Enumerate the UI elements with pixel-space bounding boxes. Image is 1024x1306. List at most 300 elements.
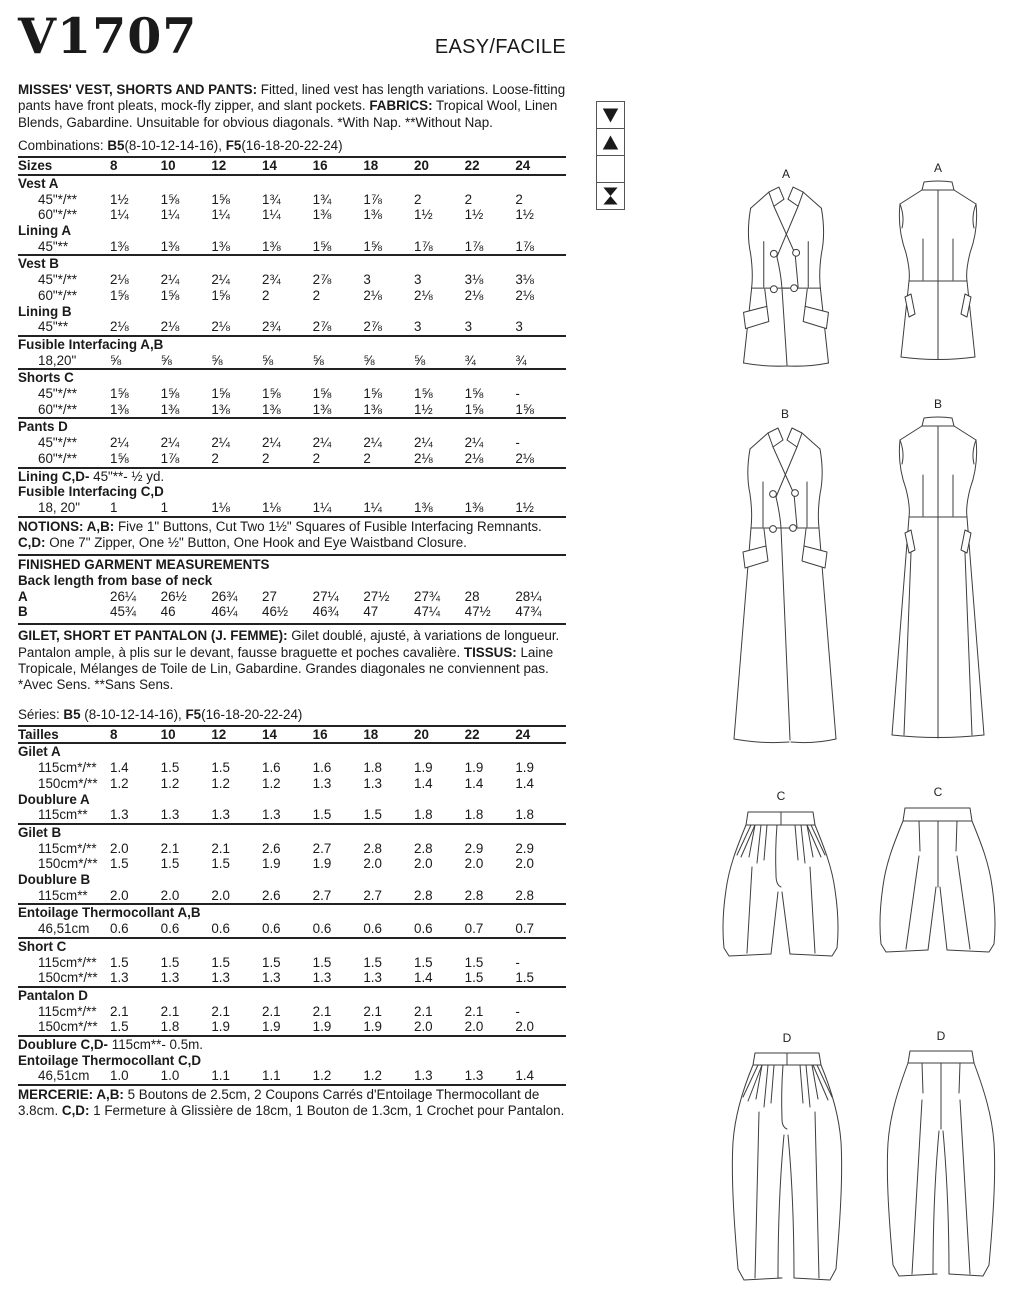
yardage-value: 1.9 [211,1019,230,1035]
notions-en [18,518,566,556]
yardage-value: 2.0 [414,856,433,872]
yardage-row [18,272,566,288]
yardage-row [18,500,566,516]
yardage-block [18,368,566,417]
yardage-value: 1.3 [160,807,180,823]
vest-b-back-figure [886,398,990,743]
view-label-c-back: C [933,785,943,799]
yardage-value: 1.5 [312,954,332,970]
size-column-header: 10 [160,726,176,742]
yardage-value: 2.0 [515,1019,534,1035]
yardage-value: 1¼ [110,207,129,223]
yardage-note-row [18,469,566,485]
series-f5: F5 [185,706,202,722]
yardage-row [18,921,566,937]
yardage-value: 1.6 [312,760,332,776]
yardage-value: 2¼ [262,435,281,451]
yardage-section-heading: Shorts C [18,370,74,386]
yardage-value: 2⅛ [363,287,382,303]
yardage-block [18,417,566,466]
combinations-label: Combinations: [18,138,108,154]
yardage-value: 1.5 [110,1019,129,1035]
yardage-value: 1⅝ [160,287,180,303]
yardage-value: 2.0 [110,840,129,856]
yardage-value: ¾ [464,352,476,368]
yardage-value: 1⅜ [363,401,382,417]
yardage-value: 1⅝ [363,386,382,402]
yardage-value: 1.3 [363,970,382,986]
finished-value: 27¼ [312,588,339,604]
yardage-value: ⅝ [262,352,274,368]
yardage-value: 2¼ [160,435,180,451]
yardage-value: 1 [110,499,118,515]
yardage-value: ⅝ [110,352,122,368]
notions-cd-text: One 7" Zipper, One ½" Button, One Hook and Eye Waistband Closure. [45,534,467,550]
yardage-value: 1½ [515,499,534,515]
yardage-value: 1.6 [262,760,281,776]
yardage-value: 1⅜ [160,238,180,254]
yardage-value: 2.8 [414,887,433,903]
yardage-row-label: 150cm*/** [38,856,98,872]
yardage-value: 1.3 [262,970,281,986]
yardage-value: 1.5 [464,954,484,970]
yardage-row-label: 46,51cm [38,921,90,937]
yardage-value: 1⅜ [110,401,129,417]
yardage-row [18,1004,566,1020]
yardage-value: 1.5 [515,970,534,986]
yardage-value: 1.5 [312,807,332,823]
yardage-section-heading: Fusible Interfacing A,B [18,336,164,352]
yardage-row-label: 45"*/** [38,386,78,402]
finished-value: 47 [363,604,379,620]
yardage-value: 1½ [464,207,484,223]
yardage-row [18,288,566,304]
description-fr-text: Gilet doublé, ajusté, à variations de longueur. Pantalon ample, à plis sur le devant, fausse braguette et poches cavalière. [18,628,560,660]
yardage-value: 2.7 [312,887,332,903]
yardage-row [18,435,566,451]
yardage-value: 1.5 [110,856,129,872]
notions-label: NOTIONS: A,B: [18,518,115,534]
yardage-value: 1⅜ [262,401,281,417]
yardage-value: 2⅛ [110,272,129,288]
yardage-value: 1.9 [515,760,534,776]
yardage-row [18,207,566,223]
yardage-value: 1.2 [363,1068,382,1084]
finished-measurement-row [18,589,566,605]
yardage-row [18,319,566,335]
yardage-value: 1¼ [363,499,382,515]
yardage-value: 1.4 [515,775,534,791]
yardage-value: - [515,1003,520,1019]
shorts-c-back-drawing [875,801,1001,961]
yardage-value: 1.0 [110,1068,129,1084]
finished-garment-measurements [18,556,566,625]
yardage-value: 1.1 [211,1068,230,1084]
yardage-value: 1.5 [211,954,230,970]
yardage-value: 1.9 [414,760,433,776]
yardage-block [18,742,566,823]
yardage-block [18,335,566,368]
view-label-a-back: A [933,161,942,175]
yardage-value: 2 [414,191,422,207]
yardage-row [18,1068,566,1084]
finished-value: 47¼ [414,604,441,620]
description-en-text: Fitted, lined vest has length variations. Loose-fitting pants have front pleats, mock-fly zipper, and slant pockets. [18,82,566,114]
hourglass-icon [596,182,625,210]
yardage-row-label: 115cm*/** [38,840,97,856]
yardage-value: 1⅞ [515,238,534,254]
yardage-value: 1.3 [464,1068,484,1084]
yardage-value: 2.0 [414,1019,433,1035]
size-column-header: 12 [211,158,227,174]
combo-b5-sizes: (8-10-12-14-16), [124,138,226,154]
finished-measurement-row [18,604,566,620]
yardage-row [18,1019,566,1035]
yardage-block [18,823,566,904]
yardage-row [18,386,566,402]
yardage-value: 1⅜ [211,401,230,417]
yardage-value: 1.2 [312,1068,332,1084]
vest-a-back-drawing [888,177,988,363]
combo-f5-sizes: (16-18-20-22-24) [241,138,343,154]
yardage-value: 2.0 [464,1019,484,1035]
yardage-value: 1⅝ [312,386,332,402]
yardage-value: 1.3 [312,970,332,986]
yardage-value: 1⅝ [464,386,484,402]
pants-d-back-drawing [876,1045,1006,1288]
nap-symbol-strip [596,101,625,210]
yardage-value: 1⅜ [414,499,433,515]
yardage-value: 1.4 [464,775,484,791]
yardage-value: 2 [312,450,321,466]
yardage-value: 0.6 [211,921,230,937]
yardage-value: 2 [262,287,270,303]
size-column-header: 14 [262,158,277,174]
finished-value: 28 [464,588,480,604]
yardage-value: 1⅜ [464,499,484,515]
finished-value: 46¾ [312,604,339,620]
yardage-section-heading: Doublure A [18,791,90,807]
yardage-value: 1⅝ [110,386,129,402]
yardage-value: 1½ [414,401,433,417]
yardage-value: 2.1 [211,840,230,856]
yardage-value: 1⅜ [312,207,332,223]
yardage-value: 1.9 [464,760,484,776]
combo-b5: B5 [107,138,125,154]
finished-row-label: A [18,588,28,604]
size-column-header: 16 [312,158,328,174]
size-column-header: 8 [110,158,118,174]
blank-cell [596,155,625,183]
description-fr-title: GILET, SHORT ET PANTALON (J. FEMME): [18,628,288,644]
yardage-value: 1⅝ [262,386,281,402]
up-triangle-icon [596,128,625,156]
yardage-value: 2.1 [414,1003,433,1019]
yardage-row [18,807,566,823]
yardage-value: 1⅝ [414,386,433,402]
yardage-row-label: 46,51cm [38,1068,90,1084]
vest-b-front-drawing [726,423,844,745]
yardage-value: 2 [312,287,321,303]
mercerie-ab-text: 5 Boutons de 2.5cm, 2 Coupons Carrés d'Entoilage Thermocollant de 3.8cm. [18,1087,540,1119]
finished-value: 46½ [262,604,289,620]
yardage-value: 2.7 [363,887,382,903]
yardage-value: 1 [160,499,169,515]
yardage-row [18,841,566,857]
yardage-value: 1.2 [110,775,129,791]
description-en [18,82,566,131]
yardage-value: 1¾ [262,191,281,207]
yardage-row-label: 60"*/** [38,450,78,466]
yardage-value: 3 [464,319,473,335]
size-header-row [18,727,566,743]
yardage-value: 1¾ [312,191,332,207]
yardage-value: 2⅛ [515,450,534,466]
yardage-value: 2 [515,191,523,207]
yardage-value: 1⅞ [464,238,484,254]
view-label-b-back: B [933,397,942,411]
view-label-b-front: B [780,407,789,421]
yardage-row-label: 150cm*/** [38,970,98,986]
yardage-value: 2⅛ [110,319,129,335]
size-column-header: 22 [464,726,480,742]
yardage-value: 1⅞ [363,191,382,207]
tissus-text: Laine Tropicale, Mélanges de Toile de Lin, Gabardine. Grandes diagonales ne conviennent pas. *Avec Sens. **Sans Sens. [18,644,554,693]
series-label: Séries: [18,706,64,722]
shorts-c-front-drawing [718,805,844,967]
pattern-number: V1707 [18,7,198,65]
yardage-value: 2.1 [262,1003,281,1019]
yardage-value: 1.3 [110,970,129,986]
yardage-value: 2 [262,450,270,466]
yardage-value: ⅝ [414,352,426,368]
yardage-value: 1⅜ [363,207,382,223]
yardage-row [18,888,566,904]
yardage-value: - [515,954,520,970]
size-column-header: 24 [515,158,531,174]
yardage-value: 1.8 [414,807,433,823]
yardage-value: 1⅜ [160,401,180,417]
yardage-value: 1⅝ [160,386,180,402]
yardage-value: 2¼ [110,435,129,451]
description-en-title: MISSES' VEST, SHORTS AND PANTS: [18,82,258,97]
yardage-value: 2¼ [414,435,433,451]
yardage-row [18,192,566,208]
combo-f5: F5 [225,138,242,154]
finished-value: 26¼ [110,588,137,604]
yardage-row [18,239,566,255]
yardage-value: 1.5 [414,954,433,970]
yardage-value: 3⅛ [464,272,484,288]
yardage-row-label: 45"*/** [38,435,78,451]
yardage-row-label: 115cm*/** [38,760,97,776]
yardage-value: 2⅛ [464,287,484,303]
yardage-value: 3 [515,319,523,335]
yardage-value: 1¼ [312,499,332,515]
yardage-value: 0.6 [312,921,332,937]
yardage-value: 1⅝ [211,191,230,207]
yardage-section-heading: Pants D [18,419,68,435]
tissus-label: TISSUS: [463,644,517,660]
finished-value: 45¾ [110,604,137,620]
yardage-row [18,760,566,776]
yardage-block [18,986,566,1035]
yardage-section-heading: Fusible Interfacing C,D [18,484,164,500]
yardage-value: 1.4 [414,970,433,986]
yardage-value: 1⅝ [515,401,534,417]
text-column [18,0,566,1119]
vest-b-back-drawing [886,413,990,743]
yardage-value: 1.9 [262,1019,281,1035]
yardage-value: 2⅛ [414,450,433,466]
description-fr [18,628,566,694]
yardage-value: 2¾ [262,272,281,288]
yardage-note-bold: Lining C,D- [18,468,90,484]
yardage-row-label: 45"*/** [38,191,78,207]
size-column-header: 18 [363,726,379,742]
yardage-section-heading: Short C [18,938,67,954]
yardage-value: 2.8 [414,840,433,856]
yardage-value: 0.6 [110,921,129,937]
yardage-value: 1⅝ [312,238,332,254]
yardage-section-heading: Gilet B [18,824,62,840]
yardage-value: 1.3 [262,807,281,823]
size-column-header: 22 [464,158,480,174]
yardage-table-en [18,156,566,517]
yardage-value: 2.0 [211,887,230,903]
shorts-c-front-figure [718,790,844,967]
yardage-value: 1½ [414,207,433,223]
notions-ab-text: Five 1" Buttons, Cut Two 1½" Squares of Fusible Interfacing Remnants. [114,518,542,534]
size-header-label: Tailles [18,726,59,742]
yardage-row-label: 115cm** [38,887,88,903]
size-column-header: 16 [312,726,328,742]
yardage-value: 3 [414,319,422,335]
finished-row-label: B [18,604,28,620]
yardage-value: 1½ [110,191,129,207]
yardage-row [18,970,566,986]
size-column-header: 12 [211,726,227,742]
fabrics-text: Tropical Wool, Linen Blends, Gabardine. Unsuitable for obvious diagonals. *With Nap. **Without Nap. [18,98,558,130]
yardage-section-heading: Lining A [18,223,72,239]
yardage-section-heading: Doublure B [18,872,91,888]
yardage-block [18,174,566,255]
down-triangle-icon [596,101,625,129]
yardage-value: 0.6 [363,921,382,937]
yardage-value: 1.5 [363,807,382,823]
yardage-row-label: 115cm*/** [38,1003,97,1019]
vest-a-front-drawing [734,183,838,367]
yardage-note-bold: Doublure C,D- [18,1037,109,1053]
yardage-section-heading: Gilet A [18,744,61,760]
yardage-value: 2.9 [515,840,534,856]
combinations-en [18,138,566,156]
yardage-value: 2¾ [262,319,281,335]
mercerie-fr [18,1087,566,1119]
yardage-value: 2¼ [464,435,484,451]
yardage-value: 1.3 [363,775,382,791]
view-label-a-front: A [781,167,790,181]
yardage-value: 2⅛ [160,319,180,335]
yardage-value: 1.9 [312,1019,332,1035]
yardage-value: 1.3 [110,807,129,823]
yardage-note-row [18,1037,566,1053]
yardage-value: 1⅛ [211,499,230,515]
yardage-value: ⅝ [160,352,172,368]
yardage-value: 1⅜ [110,238,129,254]
yardage-row-label: 150cm*/** [38,1019,98,1035]
finished-value: 26½ [160,588,187,604]
vest-b-front-figure [726,408,844,745]
fabrics-label: FABRICS: [369,98,433,114]
yardage-section-heading: Entoilage Thermocollant C,D [18,1052,202,1068]
yardage-value: 2.1 [312,1003,332,1019]
yardage-value: 0.6 [262,921,281,937]
yardage-value: 1.2 [160,775,180,791]
vest-a-front-figure [734,168,838,367]
yardage-value: 2¼ [211,435,230,451]
yardage-row-label: 45"** [38,319,69,335]
finished-value: 46 [160,604,176,620]
yardage-value: 1⅝ [160,191,180,207]
yardage-row-label: 60"*/** [38,287,78,303]
yardage-value: 1.0 [160,1068,180,1084]
yardage-value: 1⅝ [110,287,129,303]
yardage-value: 1.3 [312,775,332,791]
size-column-header: 14 [262,726,277,742]
yardage-value: 2.1 [160,1003,180,1019]
finished-value: 47½ [464,604,491,620]
yardage-value: 1.5 [160,954,180,970]
yardage-section-heading: Vest A [18,175,59,191]
yardage-value: ¾ [515,352,527,368]
yardage-value: 2⅛ [414,287,433,303]
yardage-value: 1⅛ [262,499,281,515]
yardage-value: 3 [414,272,422,288]
yardage-value: 1.5 [160,856,180,872]
yardage-value: 2.7 [312,840,332,856]
yardage-value: 1⅜ [211,238,230,254]
yardage-value: 0.6 [414,921,433,937]
yardage-value: 3 [363,272,371,288]
yardage-value: 1⅜ [312,401,332,417]
yardage-value: 1.5 [464,970,484,986]
yardage-row-label: 45"*/** [38,272,78,288]
yardage-row-label: 150cm*/** [38,775,98,791]
yardage-row [18,353,566,369]
yardage-value: 1.9 [262,856,281,872]
yardage-value: 0.7 [515,921,534,937]
pants-d-front-figure [722,1032,852,1292]
series-b5: B5 [63,706,81,722]
yardage-value: 1.3 [211,970,230,986]
yardage-value: 1⅞ [160,450,180,466]
finished-value: 27¾ [414,588,441,604]
yardage-value: 1.2 [262,775,281,791]
yardage-value: 2⅞ [312,319,332,335]
yardage-value: 1.4 [110,760,129,776]
yardage-row [18,955,566,971]
yardage-value: 2.8 [464,887,484,903]
yardage-value: 2⅛ [211,319,230,335]
size-column-header: 10 [160,158,176,174]
yardage-value: 2.6 [262,887,281,903]
yardage-row-label: 60"*/** [38,401,78,417]
yardage-block [18,467,566,516]
yardage-value: 2.1 [464,1003,484,1019]
series-f5-sizes: (16-18-20-22-24) [201,706,303,722]
yardage-value: 1⅝ [363,238,382,254]
